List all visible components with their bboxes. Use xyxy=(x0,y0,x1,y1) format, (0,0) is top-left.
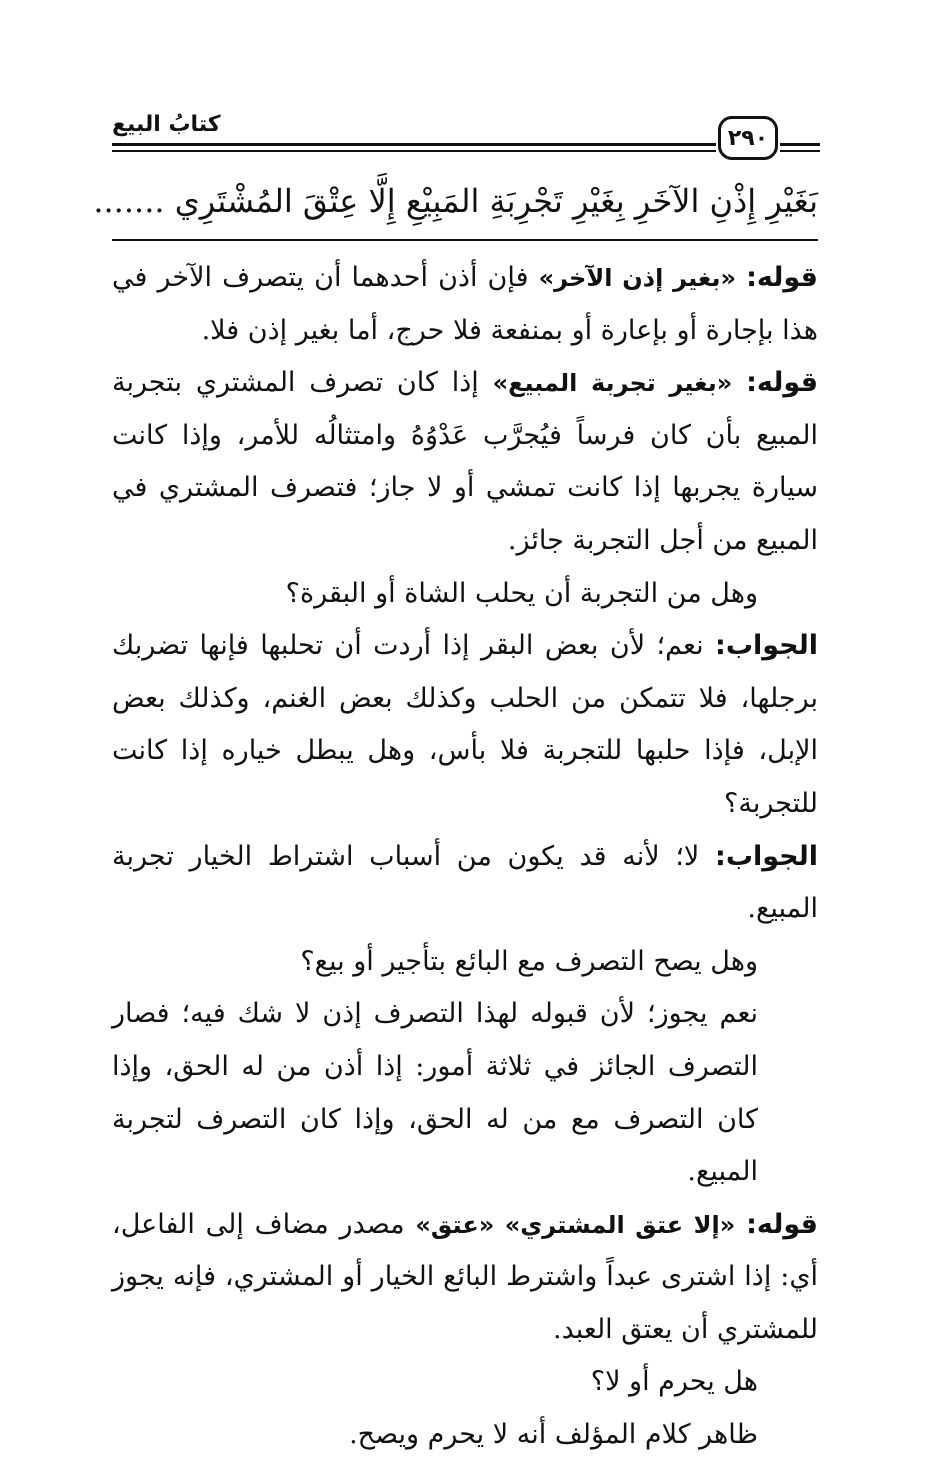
paragraph-text: ظاهر كلام المؤلف أنه لا يحرم ويصح. xyxy=(349,1419,758,1451)
paragraph xyxy=(112,252,818,357)
header-rule xyxy=(780,150,820,152)
paragraph-text: مصدر مضاف إلى الفاعل، أي: إذا اشترى عبداً واشترط البائع الخيار أو المشتري، فإنه يجوز للمشتري أن يعتق العبد. xyxy=(112,1208,818,1345)
paragraph-text: نعم يجوز؛ لأن قبوله لهذا التصرف إذن لا شك فيه؛ فصار التصرف الجائز في ثلاثة أمور: إذا أذن من له الحق، وإذا كان التصرف مع من له الحق، وإذا كان التصرف لتجربة المبيع. xyxy=(112,998,758,1188)
header-rule xyxy=(112,143,716,146)
paragraph xyxy=(112,1409,818,1462)
paragraph xyxy=(112,620,818,830)
paragraph-text: وهل من التجربة أن يحلب الشاة أو البقرة؟ xyxy=(285,577,758,609)
paragraph xyxy=(112,1356,818,1409)
paragraph-text: نعم؛ لأن بعض البقر إذا أردت أن تحلبها فإنها تضربك برجلها، فلا تتمكن من الحلب وكذلك بعض الغنم، وكذلك بعض الإبل، فإذا حلبها للتجربة فلا بأس، وهل يبطل خياره إذا كانت للتجربة؟ xyxy=(112,630,818,819)
paragraph-text: وهل يصح التصرف مع البائع بتأجير أو بيع؟ xyxy=(300,945,758,977)
quote: «إلا عتق المشتري» «عتق» xyxy=(415,1210,736,1239)
header-rule xyxy=(780,143,820,146)
paragraph xyxy=(112,988,818,1198)
matn-line: بَغَيْرِ إِذْنِ الآخَرِ بِغَيْرِ تَجْرِبَةِ المَبِيْعِ إِلَّا عِتْقَ المُشْتَرِي ....... xyxy=(93,182,818,220)
label: الجواب: xyxy=(715,840,818,872)
label: قوله: xyxy=(746,1208,818,1240)
paragraph xyxy=(112,357,818,567)
quote: «بغير إذن الآخر» xyxy=(538,264,736,292)
page-number: ٢٩٠ xyxy=(718,116,778,160)
paragraph xyxy=(112,936,818,989)
book-title: كتابُ البيع xyxy=(112,112,221,137)
paragraph-text: إذا كان تصرف المشتري بتجربة المبيع بأن كان فرساً فيُجرَّب عَدْوُهُ وامتثالُه للأمر، وإذا كانت سيارة يجربها إذا كانت تمشي أو لا جاز؛ فتصرف المشتري في المبيع من أجل التجربة جائز. xyxy=(112,367,818,556)
divider xyxy=(112,239,818,241)
commentary-body xyxy=(112,252,818,1462)
quote: «بغير تجربة المبيع» xyxy=(492,369,733,398)
paragraph-text: هل يحرم أو لا؟ xyxy=(590,1366,758,1398)
paragraph xyxy=(112,831,818,936)
label: الجواب: xyxy=(715,630,818,662)
paragraph-text: فإن أذن أحدهما أن يتصرف الآخر في هذا بإجارة أو بإعارة أو بمنفعة فلا حرج، أما بغير إذن فلا. xyxy=(112,262,818,346)
paragraph-text: لا؛ لأنه قد يكون من أسباب اشتراط الخيار تجربة المبيع. xyxy=(112,840,818,925)
label: قوله: xyxy=(746,262,818,293)
paragraph xyxy=(112,568,818,621)
paragraph xyxy=(112,1199,818,1357)
label: قوله: xyxy=(746,367,818,399)
header-rule xyxy=(112,150,716,152)
